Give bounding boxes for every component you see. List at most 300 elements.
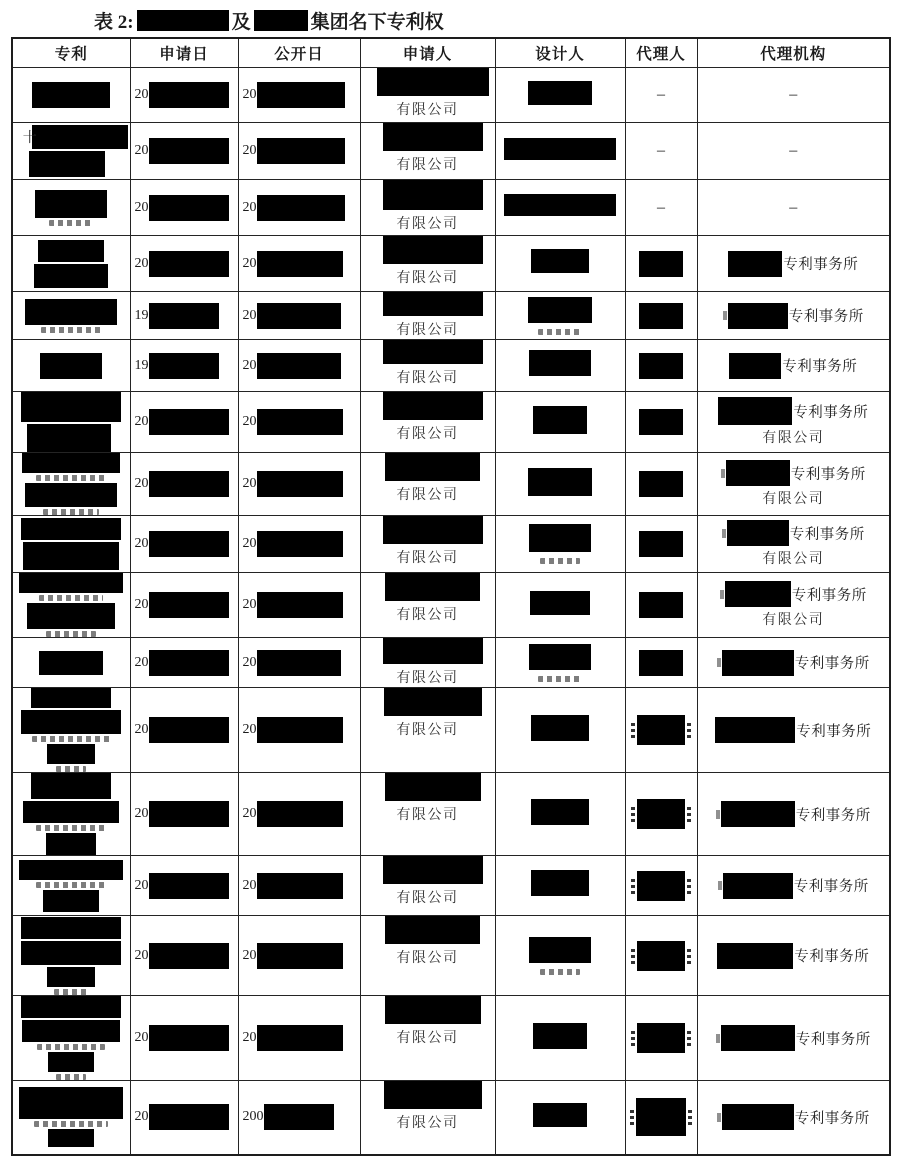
applicant-cell	[360, 1081, 495, 1155]
table-row	[12, 453, 890, 516]
applicant-redaction-box	[384, 1081, 482, 1109]
agency-redaction-box	[728, 303, 788, 329]
patent-redaction-stack	[13, 353, 130, 379]
applicant-company-suffix: 有限公司	[396, 217, 459, 232]
applicant-redaction-box	[385, 453, 480, 481]
agent-redaction-box	[639, 353, 683, 379]
title-redaction-box	[254, 10, 308, 31]
ink-smudge	[36, 882, 106, 888]
designer-cell	[495, 340, 625, 392]
agent-redaction-box	[637, 871, 685, 901]
patent-redaction-line	[23, 542, 119, 570]
designer-redaction-box	[531, 870, 589, 896]
patent-redaction-box	[31, 773, 111, 799]
patent-redaction-line	[34, 264, 108, 288]
table-row	[12, 916, 890, 996]
agent-cell	[625, 996, 697, 1081]
ink-smudge	[43, 509, 99, 515]
patent-redaction-line	[46, 833, 96, 855]
agency-line	[700, 943, 888, 969]
patent-redaction-box	[40, 353, 102, 379]
partial-glyph-sliver	[631, 878, 635, 894]
patent-cell	[12, 453, 130, 516]
agent-redaction-box	[637, 799, 685, 829]
agent-cell	[625, 392, 697, 453]
patent-redaction-line	[25, 299, 117, 325]
applicant-redaction-box	[383, 292, 483, 316]
agent-redaction-box	[639, 251, 683, 277]
patent-cell	[12, 292, 130, 340]
applicant-cell	[360, 123, 495, 180]
table-row	[12, 292, 890, 340]
agent-redaction	[628, 941, 695, 971]
agency-redaction-box	[721, 1025, 795, 1051]
applicant-cell	[360, 996, 495, 1081]
agent-cell	[625, 236, 697, 292]
agency-suffix: 专利事务所	[794, 1110, 870, 1127]
designer-redaction-box	[531, 799, 589, 825]
agent-cell	[625, 180, 697, 236]
agency-cell	[697, 180, 890, 236]
publication-date-cell	[238, 516, 360, 573]
date-content	[243, 251, 358, 277]
date-year-prefix: 20	[134, 1109, 149, 1125]
table-row	[12, 180, 890, 236]
partial-glyph-sliver	[631, 806, 635, 822]
patent-cell	[12, 123, 130, 180]
agency-redaction-box	[722, 650, 794, 676]
ink-smudge	[538, 676, 582, 682]
date-year-prefix: 20	[242, 1030, 257, 1045]
ink-smudge	[36, 475, 106, 481]
agency-redaction-box	[728, 251, 782, 277]
date-content	[243, 471, 358, 497]
agent-cell	[625, 773, 697, 856]
applicant-company-suffix: 有限公司	[396, 808, 459, 823]
date-content	[135, 531, 236, 557]
patent-redaction-line	[35, 190, 107, 218]
patent-redaction-box	[22, 1020, 120, 1042]
patent-redaction-line	[22, 453, 120, 473]
applicant-company-suffix: 有限公司	[396, 608, 459, 623]
agent-redaction-box	[639, 592, 683, 618]
agency-suffix: 专利事务所	[795, 807, 871, 824]
column-header-applicant: 申请人	[360, 38, 495, 68]
applicant-cell	[360, 638, 495, 688]
patent-redaction-line	[47, 967, 95, 987]
title-mid: 及	[231, 11, 251, 33]
patent-redaction-line	[21, 996, 121, 1018]
designer-cell	[495, 236, 625, 292]
application-date-cell	[130, 688, 238, 773]
patent-redaction-line	[48, 1052, 94, 1072]
applicant-redaction-box	[383, 856, 483, 884]
patent-cell	[12, 573, 130, 638]
date-year-prefix: 20	[134, 806, 149, 821]
date-redaction-box	[264, 1104, 334, 1130]
patent-redaction-box	[21, 710, 121, 734]
table-row	[12, 996, 890, 1081]
date-content	[135, 650, 236, 676]
applicant-cell	[360, 292, 495, 340]
applicant-company-suffix: 有限公司	[396, 723, 459, 738]
patent-redaction-stack	[13, 190, 130, 226]
table-header-row	[12, 38, 890, 68]
application-date-cell	[130, 123, 238, 180]
patent-redaction-line	[21, 518, 121, 540]
applicant-company-suffix: 有限公司	[396, 891, 459, 906]
applicant-cell	[360, 392, 495, 453]
table-row	[12, 856, 890, 916]
column-header-agent: 代理人	[625, 38, 697, 68]
date-content	[243, 409, 358, 435]
date-content	[135, 717, 236, 743]
ink-smudge	[41, 327, 101, 333]
patent-redaction-box	[21, 518, 121, 540]
date-year-prefix: 20	[242, 947, 257, 963]
agent-redaction	[628, 353, 695, 379]
designer-redaction-box	[529, 350, 591, 376]
table-row	[12, 638, 890, 688]
agency-suffix: 专利事务所	[793, 404, 869, 421]
applicant-redaction-box	[385, 773, 481, 801]
designer-redaction-box	[529, 644, 591, 670]
date-content	[243, 717, 358, 743]
ink-smudge	[36, 825, 106, 831]
patent-redaction-line	[21, 941, 121, 965]
patent-redaction-stack	[13, 917, 130, 995]
dash-placeholder: –	[657, 142, 665, 159]
applicant-cell	[360, 688, 495, 773]
document-title	[94, 8, 444, 32]
date-redaction-box	[149, 471, 229, 497]
designer-redaction-box	[531, 249, 589, 273]
date-redaction-box	[257, 303, 341, 329]
patent-redaction-box	[47, 967, 95, 987]
patent-redaction-line	[27, 424, 111, 452]
date-year-prefix: 20	[242, 536, 257, 551]
applicant-cell	[360, 340, 495, 392]
agency-line	[700, 581, 888, 607]
ink-smudge	[54, 989, 88, 995]
date-content	[243, 303, 358, 329]
column-header-patent: 专利	[12, 38, 130, 68]
application-date-cell	[130, 916, 238, 996]
application-date-cell	[130, 1081, 238, 1155]
application-date-cell	[130, 773, 238, 856]
patent-table-body	[12, 68, 890, 1155]
agency-redaction-box	[717, 943, 793, 969]
application-date-cell	[130, 392, 238, 453]
date-year-prefix: 20	[134, 722, 149, 737]
agent-redaction-box	[639, 409, 683, 435]
applicant-cell	[360, 773, 495, 856]
patent-cell	[12, 638, 130, 688]
agent-cell	[625, 916, 697, 996]
agency-redaction-box	[715, 717, 795, 743]
patent-redaction-line	[40, 353, 102, 379]
date-redaction-box	[257, 195, 345, 221]
application-date-cell	[130, 236, 238, 292]
agency-suffix: 专利事务所	[793, 879, 869, 895]
designer-redaction-box	[528, 468, 592, 496]
designer-cell	[495, 916, 625, 996]
agency-suffix: 专利事务所	[782, 359, 858, 375]
applicant-redaction-box	[383, 340, 483, 364]
designer-cell	[495, 856, 625, 916]
applicant-cell	[360, 180, 495, 236]
date-content	[243, 1025, 358, 1051]
agency-suffix: 专利事务所	[788, 309, 864, 325]
agency-cell	[697, 236, 890, 292]
patent-redaction-stack	[13, 860, 130, 912]
agent-cell	[625, 573, 697, 638]
ink-smudge	[39, 595, 103, 601]
date-year-prefix: 20	[242, 722, 257, 737]
agency-second-line: 有限公司	[762, 613, 825, 628]
date-year-prefix: 20	[134, 1030, 149, 1045]
agency-second-line: 有限公司	[762, 431, 825, 446]
designer-redaction-box	[533, 1023, 587, 1049]
applicant-company-suffix: 有限公司	[396, 158, 459, 173]
applicant-cell	[360, 516, 495, 573]
date-content	[135, 251, 236, 277]
table-row	[12, 773, 890, 856]
agency-cell	[697, 392, 890, 453]
date-content	[135, 1104, 236, 1130]
applicant-company-suffix: 有限公司	[396, 103, 459, 118]
agency-redaction-box	[725, 581, 791, 607]
date-redaction-box	[257, 531, 343, 557]
designer-redaction-box	[529, 524, 591, 552]
date-year-prefix: 20	[242, 597, 257, 612]
agent-redaction-box	[639, 650, 683, 676]
applicant-company-suffix: 有限公司	[396, 671, 459, 686]
publication-date-cell	[238, 638, 360, 688]
ink-smudge	[46, 631, 96, 637]
date-redaction-box	[149, 1104, 229, 1130]
ink-smudge	[540, 969, 580, 975]
patent-redaction-stack	[13, 453, 130, 515]
patent-redaction-box	[27, 424, 111, 452]
patent-cell	[12, 180, 130, 236]
agent-redaction	[628, 592, 695, 618]
designer-cell	[495, 68, 625, 123]
patent-redaction-line	[23, 801, 119, 823]
date-content	[243, 138, 358, 164]
patent-redaction-line	[23, 125, 128, 149]
designer-cell	[495, 1081, 625, 1155]
date-redaction-box	[257, 353, 341, 379]
agency-cell	[697, 638, 890, 688]
date-year-prefix: 20	[242, 806, 257, 821]
date-year-prefix: 20	[242, 143, 257, 158]
partial-glyph-sliver	[687, 722, 691, 738]
agent-redaction-box	[637, 1023, 685, 1053]
date-year-prefix: 20	[242, 414, 257, 429]
agency-redaction-box	[721, 801, 795, 827]
date-year-prefix: 20	[134, 255, 149, 271]
patent-redaction-line	[39, 651, 103, 675]
date-year-prefix: 20	[134, 414, 149, 429]
designer-cell	[495, 996, 625, 1081]
agent-redaction	[628, 650, 695, 676]
date-year-prefix: 20	[134, 877, 149, 893]
application-date-cell	[130, 180, 238, 236]
applicant-redaction-box	[383, 123, 483, 151]
applicant-redaction-box	[377, 68, 489, 96]
patent-redaction-stack	[13, 573, 130, 637]
column-header-agency: 代理机构	[697, 38, 890, 68]
patent-redaction-line	[19, 573, 123, 593]
publication-date-cell	[238, 453, 360, 516]
publication-date-cell	[238, 573, 360, 638]
date-content	[135, 195, 236, 221]
ink-smudge	[540, 558, 580, 564]
agency-line	[700, 650, 888, 676]
agency-suffix: 专利事务所	[791, 587, 867, 604]
column-header-publication-date: 公开日	[238, 38, 360, 68]
designer-cell	[495, 453, 625, 516]
agency-suffix: 专利事务所	[789, 526, 865, 543]
dash-placeholder: –	[657, 86, 665, 103]
agency-cell	[697, 453, 890, 516]
application-date-cell	[130, 340, 238, 392]
applicant-redaction-box	[383, 638, 483, 664]
table-row	[12, 123, 890, 180]
table-row	[12, 236, 890, 292]
date-content	[243, 353, 358, 379]
partial-glyph-sliver	[687, 948, 691, 964]
applicant-redaction-box	[384, 688, 482, 716]
patent-redaction-box	[48, 1129, 94, 1147]
patent-cell	[12, 236, 130, 292]
patent-cell	[12, 1081, 130, 1155]
agent-redaction	[628, 799, 695, 829]
agency-line	[700, 397, 888, 425]
date-year-prefix: 20	[242, 255, 257, 271]
applicant-redaction-box	[383, 180, 483, 210]
patent-redaction-stack	[13, 1087, 130, 1147]
patent-cell	[12, 68, 130, 123]
ink-smudge	[37, 1044, 105, 1050]
agent-redaction	[628, 715, 695, 745]
date-redaction-box	[149, 531, 229, 557]
patent-cell	[12, 340, 130, 392]
agency-redaction-box	[727, 520, 789, 546]
partial-glyph-sliver	[631, 948, 635, 964]
patent-table	[11, 37, 891, 1156]
table-row	[12, 516, 890, 573]
title-redaction-box	[137, 10, 229, 31]
date-content	[135, 592, 236, 618]
designer-cell	[495, 292, 625, 340]
application-date-cell	[130, 638, 238, 688]
agency-suffix: 专利事务所	[794, 656, 870, 672]
patent-redaction-box	[39, 651, 103, 675]
date-content	[243, 873, 358, 899]
applicant-redaction-box	[385, 916, 480, 944]
patent-cell	[12, 773, 130, 856]
column-header-designer: 设计人	[495, 38, 625, 68]
designer-cell	[495, 688, 625, 773]
patent-redaction-box	[21, 392, 121, 422]
agent-redaction	[628, 1098, 695, 1136]
date-redaction-box	[257, 471, 343, 497]
agency-cell	[697, 573, 890, 638]
applicant-company-suffix: 有限公司	[396, 488, 459, 503]
agency-suffix: 专利事务所	[783, 257, 859, 273]
agency-cell	[697, 1081, 890, 1155]
patent-redaction-box	[22, 453, 120, 473]
publication-date-cell	[238, 392, 360, 453]
patent-redaction-box	[29, 151, 105, 177]
date-redaction-box	[149, 650, 229, 676]
partial-glyph-sliver	[631, 722, 635, 738]
applicant-company-suffix: 有限公司	[396, 1116, 459, 1131]
date-content	[243, 1104, 358, 1130]
date-year-prefix: 20	[242, 654, 257, 670]
applicant-company-suffix: 有限公司	[396, 371, 459, 386]
agent-redaction	[628, 303, 695, 329]
agent-redaction-box	[639, 471, 683, 497]
patent-redaction-line	[31, 688, 111, 708]
date-redaction-box	[257, 650, 341, 676]
date-year-prefix: 20	[134, 597, 149, 612]
patent-redaction-box	[46, 833, 96, 855]
applicant-redaction-box	[383, 516, 483, 544]
date-content	[135, 1025, 236, 1051]
date-year-prefix: 20	[242, 87, 257, 102]
agency-line	[700, 1104, 888, 1130]
designer-redaction-box	[533, 406, 587, 434]
applicant-cell	[360, 856, 495, 916]
dash-placeholder: –	[789, 86, 798, 103]
ink-smudge	[32, 736, 110, 742]
applicant-redaction-box	[383, 392, 483, 420]
partial-glyph-sliver	[631, 1030, 635, 1046]
agency-redaction-box	[723, 873, 793, 899]
date-redaction-box	[149, 251, 229, 277]
date-content	[243, 531, 358, 557]
designer-cell	[495, 123, 625, 180]
partial-glyph-sliver	[630, 1109, 634, 1125]
application-date-cell	[130, 996, 238, 1081]
application-date-cell	[130, 573, 238, 638]
agency-cell	[697, 123, 890, 180]
agency-redaction-box	[726, 460, 790, 486]
agency-second-line: 有限公司	[762, 552, 825, 567]
agency-suffix: 专利事务所	[796, 723, 872, 740]
agent-redaction	[628, 251, 695, 277]
patent-redaction-box	[27, 603, 115, 629]
agent-redaction-box	[639, 531, 683, 557]
agency-cell	[697, 68, 890, 123]
publication-date-cell	[238, 916, 360, 996]
date-content	[135, 471, 236, 497]
agency-suffix: 专利事务所	[790, 466, 866, 483]
patent-redaction-box	[38, 240, 104, 262]
designer-cell	[495, 180, 625, 236]
patent-redaction-box	[48, 1052, 94, 1072]
agency-cell	[697, 688, 890, 773]
date-year-prefix: 20	[242, 199, 257, 215]
date-content	[135, 409, 236, 435]
date-redaction-box	[257, 82, 345, 108]
patent-redaction-line	[32, 82, 110, 108]
agency-suffix: 专利事务所	[795, 1031, 871, 1048]
date-redaction-box	[149, 873, 229, 899]
